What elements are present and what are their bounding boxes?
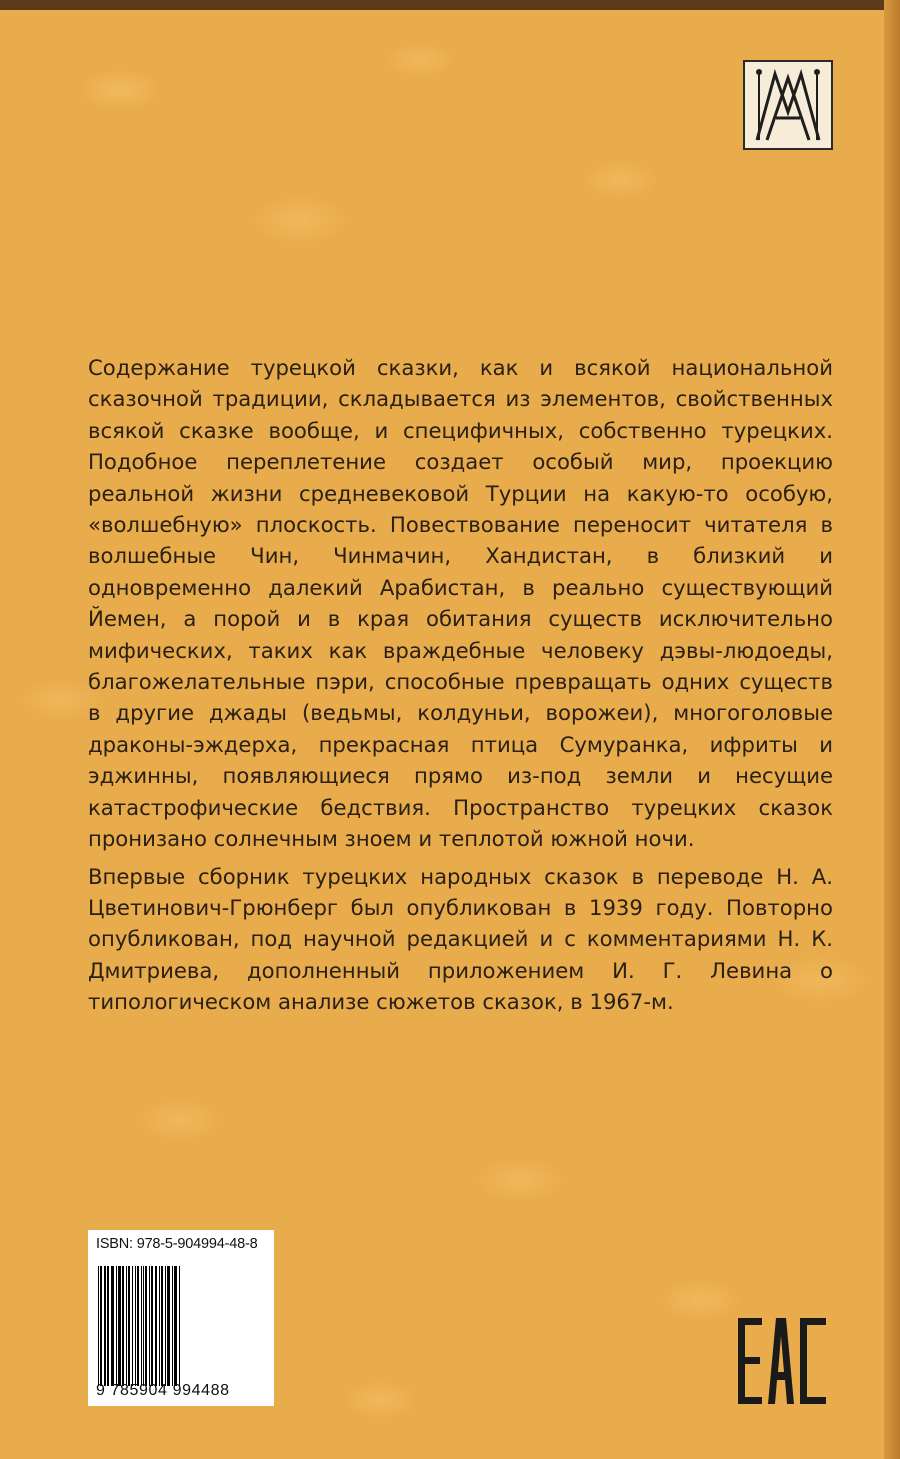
description-paragraph: Впервые сборник турецких народных сказок в переводе Н. А. Цветинович-Грюнберг был опубликован в 1939 году. Повторно опубликован, под научной редакцией и с комментариями Н. К. Дмитриева, дополненный приложением И. Г. Левина о типологическом анализе сюжетов сказок, в 1967-м. bbox=[88, 863, 833, 1015]
eac-mark-icon bbox=[738, 1318, 826, 1404]
description-paragraph: Содержание турецкой сказки, как и всякой национальной сказочной традиции, складывается из элементов, свойственных всякой сказке вообще, и специфичных, собственно турецких. Подобное переплетение создает особый мир, проекцию реальной жизни средневековой Турции на какую-то особую, «волшебную» плоскость. Повествование переносит читателя в волшебные Чин, Чинмачин, Хандистан, в близкий и одновременно далекий Арабистан, в реально существующий Йемен, а порой и в края обитания существ исключительно мифических, таких как враждебные человеку дэвы-людоеды, благожелательные пэри, способные превращать одних существ в другие джады (ведьмы, колдуньи, ворожеи), многоголовые драконы-эждерха, прекрасная птица Сумуранка, ифриты и эджинны, появляющиеся прямо из-под земли и несущие катастрофические бедствия. Пространство турецких сказок пронизано солнечным зноем и теплотой южной ночи. bbox=[88, 355, 833, 852]
cover-spine-edge bbox=[884, 0, 900, 1459]
book-description bbox=[88, 352, 833, 1018]
cover-top-edge bbox=[0, 0, 900, 10]
isbn-barcode-block bbox=[88, 1230, 274, 1406]
isbn-label: ISBN: 978-5-904994-48-8 bbox=[96, 1236, 258, 1252]
barcode-number: 9 785904 994488 bbox=[96, 1382, 230, 1399]
barcode-icon bbox=[98, 1266, 264, 1386]
monogram-logo-icon bbox=[743, 60, 833, 150]
